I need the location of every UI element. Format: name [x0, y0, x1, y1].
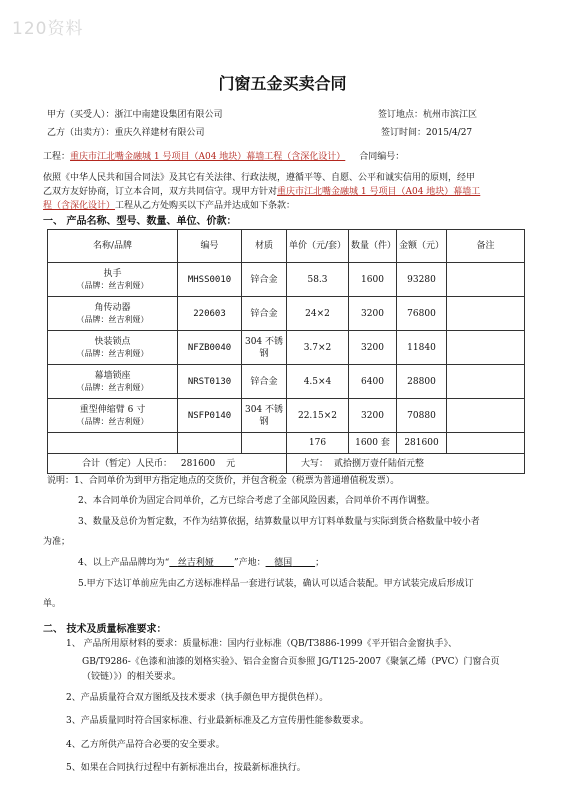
subtotal-amount: 281600 [397, 433, 447, 454]
cell-qty: 3200 [349, 331, 397, 365]
subtotal-price: 176 [287, 433, 349, 454]
project-line [43, 151, 404, 163]
note-4-origin [266, 558, 316, 568]
cell-price: 22.15×2 [287, 399, 349, 433]
cell-amount: 70880 [397, 399, 447, 433]
party-b-name: 重庆久祥建材有限公司 [114, 128, 205, 138]
intro-line-3 [43, 200, 295, 212]
intro-line-1: 依照《中华人民共和国合同法》及其它有关法律、行政法规，遵循平等、自愿、公平和诚实信用的原则，经甲 [43, 173, 476, 183]
cell-model: NSFP0140 [178, 399, 242, 433]
cell-amount: 93280 [397, 263, 447, 297]
cell-empty [48, 433, 178, 454]
table-row [48, 365, 525, 399]
cell-model: NRST0130 [178, 365, 242, 399]
cell-remark [447, 297, 525, 331]
project-label: 工程： [43, 152, 71, 162]
cell-remark [447, 399, 525, 433]
header-amount: 金额（元） [397, 230, 447, 263]
cell-qty: 3200 [349, 399, 397, 433]
party-a-name: 浙江中南建设集团有限公司 [114, 110, 223, 120]
sign-place [378, 109, 477, 121]
product-name: 角传动器 [94, 302, 131, 313]
brand-value: 丝吉利娅 [177, 558, 214, 568]
header-material: 材质 [242, 230, 287, 263]
note-4-text-a: 4、以上产品品牌均为“ [78, 558, 170, 568]
cell-empty [178, 433, 242, 454]
tech-1c: （铰链）》）的相关要求。 [82, 672, 182, 682]
product-brand: （品牌：丝吉利娅） [76, 314, 149, 324]
contract-no-label: 合同编号： [359, 152, 405, 162]
header-price: 单价（元/套） [287, 230, 349, 263]
intro-project-2b: 重庆市江北嘴金融城 1 号项目（A04 地块）幕墙工 [277, 187, 481, 197]
product-brand: （品牌：丝吉利娅） [76, 382, 149, 392]
party-b [47, 127, 205, 139]
cell-name [48, 331, 178, 365]
cell-model: MHSS0010 [178, 263, 242, 297]
sign-time [381, 127, 472, 139]
cell-remark [447, 331, 525, 365]
cell-price: 3.7×2 [287, 331, 349, 365]
cell-model: NFZB0040 [178, 331, 242, 365]
watermark: 120资料 [12, 19, 84, 39]
origin-value: 德国 [274, 558, 293, 568]
cell-amount: 11840 [397, 331, 447, 365]
note-5b: 单。 [43, 599, 62, 609]
product-brand: （品牌：丝吉利娅） [76, 348, 149, 358]
section-2-heading: 二、 技术及质量标准要求： [43, 624, 167, 635]
cell-material: 锌合金 [242, 263, 287, 297]
sign-time-value: 2015/4/27 [426, 128, 473, 138]
cell-amount: 28800 [397, 365, 447, 399]
header-model: 编号 [178, 230, 242, 263]
cell-amount: 76800 [397, 297, 447, 331]
table-row [48, 297, 525, 331]
note-3b: 为准； [43, 537, 71, 547]
note-4-text-b: ”产地： [233, 558, 266, 568]
header-remark: 备注 [447, 230, 525, 263]
product-table [47, 229, 525, 474]
intro-text-3b: 工程从乙方处购买以下产品并达成如下条款： [115, 201, 296, 211]
note-4-brand [169, 558, 234, 568]
cell-material: 304 不锈钢 [242, 399, 287, 433]
note-4 [78, 557, 324, 569]
tech-3: 3、产品质量同时符合国家标准、行业最新标准及乙方宣传册性能参数要求。 [66, 716, 369, 726]
total-caps-cell [287, 454, 525, 474]
product-name: 幕墙锁座 [94, 370, 131, 381]
note-5a: 5.甲方下达订单前应先由乙方送标准样品一套进行试装，确认可以适合装配。甲方试装完成后形成订 [78, 579, 474, 589]
tech-5: 5、如果在合同执行过程中有新标准出台，按最新标准执行。 [66, 763, 306, 773]
note-3a: 3、数量及总价为暂定数，不作为结算依据，结算数量以甲方订料单数量与实际到货合格数量中较小者 [78, 517, 480, 527]
header-name: 名称/品牌 [48, 230, 178, 263]
total-value: 281600 [180, 458, 216, 469]
tech-1a: 1、 产品所用原材料的要求：质量标准：国内行业标准（QB/T3886-1999《平开铝合金窗执手》、 [66, 639, 457, 649]
intro-text-2a: 乙双方友好协商，订立本合同，双方共同信守。现甲方针对 [43, 187, 278, 197]
cell-remark [447, 365, 525, 399]
subtotal-qty: 1600 套 [349, 433, 397, 454]
cell-material: 304 不锈钢 [242, 331, 287, 365]
cell-empty [242, 433, 287, 454]
tech-2: 2、产品质量符合双方图纸及技术要求（执手颜色甲方提供色样）。 [66, 693, 329, 703]
cell-qty: 3200 [349, 297, 397, 331]
tech-1b: GB/T9286-《色漆和油漆的划格实验》、铝合金窗合页参照 JG/T125-2007《聚氯乙烯（PVC）门窗合页 [82, 657, 500, 667]
cell-name [48, 263, 178, 297]
total-unit: 元 [226, 458, 236, 469]
cell-price: 58.3 [287, 263, 349, 297]
tech-4: 4、乙方所供产品符合必要的安全要求。 [66, 740, 225, 750]
product-brand: （品牌：丝吉利娅） [76, 416, 149, 426]
total-row [48, 454, 525, 474]
party-a [47, 109, 223, 121]
cell-remark [447, 263, 525, 297]
document-title: 门窗五金买卖合同 [218, 74, 347, 93]
cell-name [48, 297, 178, 331]
total-label: 合计（暂定）人民币： [82, 458, 173, 469]
cell-name [48, 399, 178, 433]
product-brand: （品牌：丝吉利娅） [76, 280, 149, 290]
section-1-heading: 一、 产品名称、型号、数量、单位、价款： [43, 216, 237, 227]
intro-project-3a: 程（含深化设计） [43, 201, 116, 211]
cell-empty [447, 433, 525, 454]
header-qty: 数量（件） [349, 230, 397, 263]
product-name: 快装锁点 [94, 336, 131, 347]
caps-value: 贰拾捌万壹仟陆佰元整 [334, 458, 425, 469]
intro-line-2 [43, 186, 480, 198]
project-name: 重庆市江北嘴金融城 1 号项目（A04 地块）幕墙工程（含深化设计） [70, 152, 346, 162]
subtotal-row [48, 433, 525, 454]
sign-place-value: 杭州市滨江区 [423, 110, 478, 120]
sign-time-label: 签订时间： [381, 128, 427, 138]
table-header-row [48, 230, 525, 263]
cell-qty: 6400 [349, 365, 397, 399]
caps-label: 大写： [301, 458, 329, 469]
note-1: 说明：1、合同单价为到甲方指定地点的交货价，并包含税金（税票为普通增值税发票）。 [47, 476, 400, 486]
sign-place-label: 签订地点： [378, 110, 424, 120]
note-4-text-c: ； [315, 558, 325, 568]
table-row [48, 331, 525, 365]
product-name: 重型伸缩臂 6 寸 [79, 404, 146, 415]
cell-price: 24×2 [287, 297, 349, 331]
total-amount-cell [48, 454, 287, 474]
cell-name [48, 365, 178, 399]
party-a-label: 甲方（买受人）： [47, 110, 115, 120]
cell-qty: 1600 [349, 263, 397, 297]
cell-material: 锌合金 [242, 297, 287, 331]
note-2: 2、本合同单价为固定合同单价，乙方已综合考虑了全部风险因素，合同单价不再作调整。 [78, 496, 435, 506]
product-name: 执手 [103, 268, 122, 279]
table-row [48, 399, 525, 433]
cell-price: 4.5×4 [287, 365, 349, 399]
table-row [48, 263, 525, 297]
party-b-label: 乙方（出卖方）： [47, 128, 115, 138]
cell-material: 锌合金 [242, 365, 287, 399]
cell-model: 220603 [178, 297, 242, 331]
